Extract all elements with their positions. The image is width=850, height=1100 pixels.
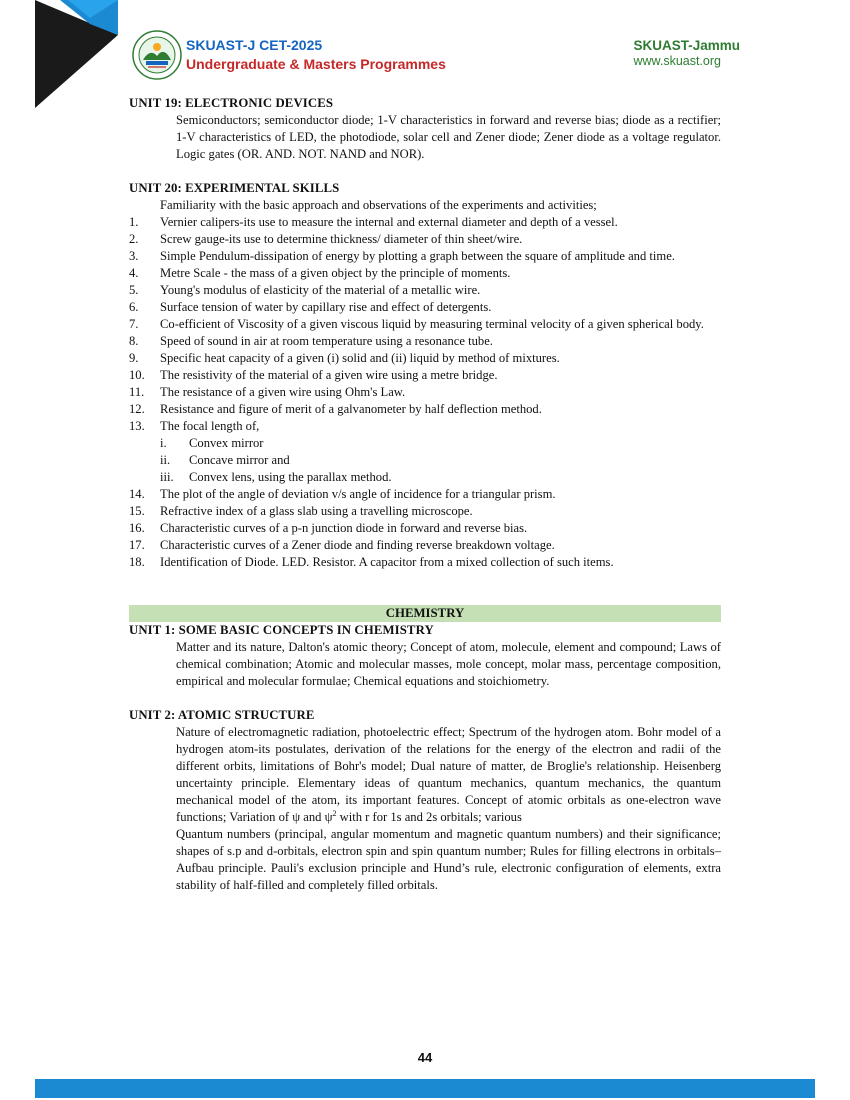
corner-decoration bbox=[0, 0, 125, 110]
list-item: 17. Characteristic curves of a Zener diode and finding reverse breakdown voltage. bbox=[129, 538, 555, 552]
list-item: 3. Simple Pendulum-dissipation of energy by plotting a graph between the square of amplitude and time. bbox=[129, 249, 675, 263]
list-item: 4. Metre Scale - the mass of a given object by the principle of moments. bbox=[129, 266, 511, 280]
focal-length-sublist bbox=[129, 435, 721, 486]
list-item: iii. Convex lens, using the parallax method. bbox=[160, 470, 392, 484]
unit20-intro: Familiarity with the basic approach and observations of the experiments and activities; bbox=[160, 198, 597, 212]
list-item: 12. Resistance and figure of merit of a galvanometer by half deflection method. bbox=[129, 402, 542, 416]
list-item: 11. The resistance of a given wire using Ohm's Law. bbox=[129, 385, 406, 399]
list-item: 6. Surface tension of water by capillary rise and effect of detergents. bbox=[129, 300, 492, 314]
list-item: 5. Young's modulus of elasticity of the material of a metallic wire. bbox=[129, 283, 481, 297]
chem-unit2-text-1: Nature of electromagnetic radiation, photoelectric effect; Spectrum of the hydrogen atom. Bohr model of a hydrogen atom-its postulates, derivation of the relations for the energy of the electron and radii of the different orbits, limitations of Bohr's model; Dual nature of matter, de Broglie's relationship. Heisenberg uncertainty principle. Elementary ideas of quantum mechanics, quantum mechanics, the quantum mechanical model of the atom, its important features. Concept of atomic orbitals as one-electron wave functions; Variation of ψ and $\psi^2$ with r for 1s and 2s orbitals; various bbox=[176, 725, 721, 824]
list-item: 9. Specific heat capacity of a given (i) solid and (ii) liquid by method of mixtures. bbox=[129, 351, 560, 365]
experiments-list-continued bbox=[129, 486, 721, 571]
page-content bbox=[129, 95, 721, 894]
header-org: SKUAST-Jammu bbox=[633, 38, 740, 53]
list-item: 16. Characteristic curves of a p-n junction diode in forward and reverse bias. bbox=[129, 521, 528, 535]
unit19-heading: UNIT 19: ELECTRONIC DEVICES bbox=[129, 96, 334, 110]
chem-unit1-heading: UNIT 1: SOME BASIC CONCEPTS IN CHEMISTRY bbox=[129, 623, 434, 637]
list-item: 13. The focal length of, bbox=[129, 419, 260, 433]
list-item: 8. Speed of sound in air at room temperature using a resonance tube. bbox=[129, 334, 493, 348]
list-item: 1. Vernier calipers-its use to measure the internal and external diameter and depth of a vessel. bbox=[129, 215, 618, 229]
list-item: ii. Concave mirror and bbox=[160, 453, 290, 467]
footer-bar bbox=[35, 1079, 815, 1098]
list-item: i. Convex mirror bbox=[160, 436, 264, 450]
chem-unit2-text-2: Quantum numbers (principal, angular momentum and magnetic quantum numbers) and their significance; shapes of s.p and d-orbitals, electron spin and spin quantum number; Rules for filling electrons in orbitals–Aufbau principle. Pauli's exclusion principle and Hund’s rule, electronic configuration of elements, extra stability of half-filled and completely filled orbitals. bbox=[176, 827, 721, 892]
list-item: 15. Refractive index of a glass slab using a travelling microscope. bbox=[129, 504, 473, 518]
header-website: www.skuast.org bbox=[633, 54, 721, 68]
page-number: 44 bbox=[417, 1050, 433, 1065]
list-item: 14. The plot of the angle of deviation v/s angle of incidence for a triangular prism. bbox=[129, 487, 556, 501]
unit19-text: Semiconductors; semiconductor diode; 1-V characteristics in forward and reverse bias; diode as a rectifier; 1-V characteristics of LED, the photodiode, solar cell and Zener diode; Zener diode as a voltage regulator. Logic gates (OR. AND. NOT. NAND and NOR). bbox=[176, 113, 721, 161]
header-right bbox=[633, 38, 740, 68]
chem-unit2-heading: UNIT 2: ATOMIC STRUCTURE bbox=[129, 708, 315, 722]
list-item: 7. Co-efficient of Viscosity of a given viscous liquid by measuring terminal velocity of a given spherical body. bbox=[129, 317, 704, 331]
header-title: SKUAST-J CET-2025 bbox=[186, 37, 323, 53]
chem-unit1-text: Matter and its nature, Dalton's atomic theory; Concept of atom, molecule, element and compound; Laws of chemical combination; Atomic and molecular masses, mole concept, molar mass, percentage composition, empirical and molecular formulae; Chemical equations and stoichiometry. bbox=[176, 640, 721, 688]
header-subtitle: Undergraduate & Masters Programmes bbox=[186, 56, 446, 72]
unit20-heading: UNIT 20: EXPERIMENTAL SKILLS bbox=[129, 181, 340, 195]
chemistry-section-title: CHEMISTRY bbox=[129, 605, 721, 622]
list-item: 18. Identification of Diode. LED. Resistor. A capacitor from a mixed collection of such items. bbox=[129, 555, 614, 569]
experiments-list bbox=[129, 214, 721, 435]
list-item: 10. The resistivity of the material of a given wire using a metre bridge. bbox=[129, 368, 498, 382]
list-item: 2. Screw gauge-its use to determine thickness/ diameter of thin sheet/wire. bbox=[129, 232, 523, 246]
university-logo bbox=[132, 30, 182, 80]
